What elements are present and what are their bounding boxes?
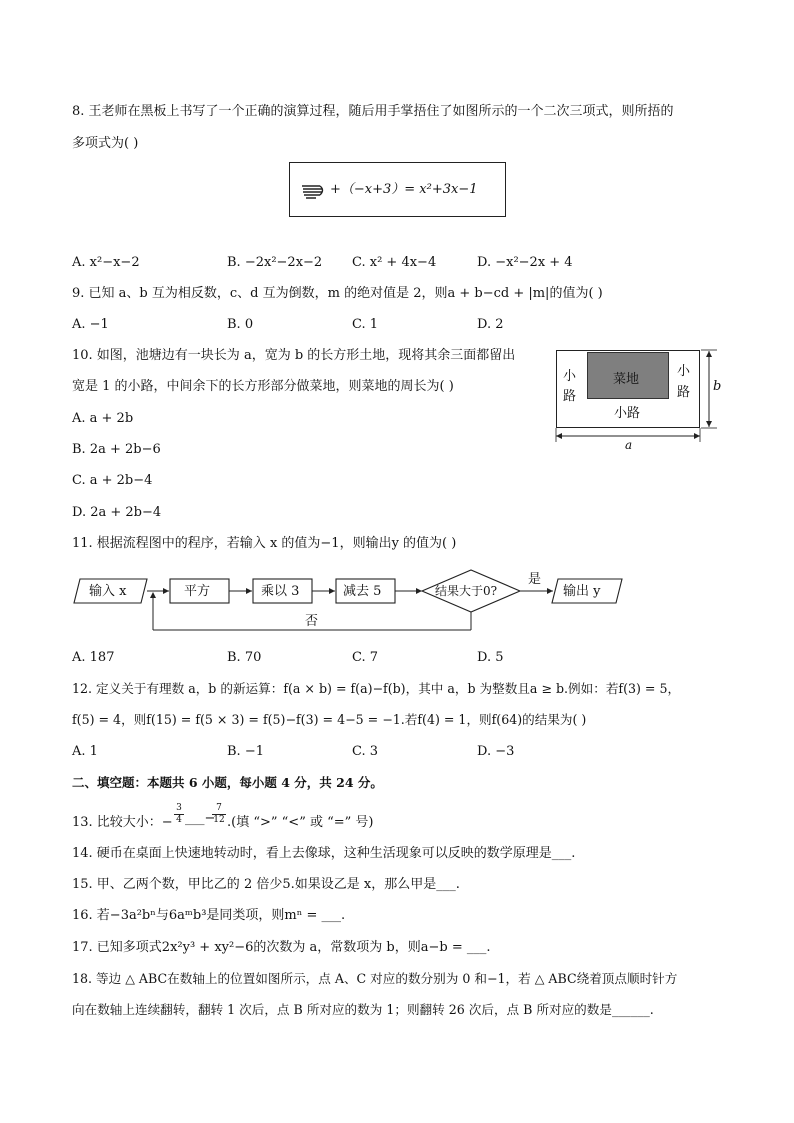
q13-fraction1: [174, 803, 184, 826]
left-path-char1: 小: [563, 369, 577, 384]
section-fill-in-header: 二、填空题：本题共 6 小题，每小题 4 分，共 24 分。: [72, 775, 383, 790]
hand-icon: [300, 182, 326, 200]
q12-option-d: D. −3: [477, 744, 515, 759]
q13-mid: ___−: [185, 811, 216, 826]
q8-option-a: A. x²−x−2: [72, 255, 140, 270]
q9-option-d: D. 2: [477, 317, 504, 332]
q10-option-b: B. 2a + 2b−6: [72, 442, 161, 457]
q8-line2: 多项式为( ): [72, 136, 139, 151]
flow-input: 输入 x: [89, 584, 127, 599]
q13-prefix: 13. 比较大小：−: [72, 815, 173, 830]
flow-step-square: 平方: [184, 584, 211, 599]
q8-formula: +（−x+3）= x²+3x−1: [330, 182, 478, 197]
q13-frac2-num: 7: [216, 803, 222, 813]
q11-flowchart: [72, 568, 632, 636]
right-path-char1: 小: [677, 364, 691, 379]
q13-suffix: .(填 “>” “<” 或 “=” 号): [227, 815, 374, 830]
label-a: a: [625, 438, 633, 452]
bottom-path-label: 小路: [614, 406, 641, 421]
flowchart-lines: [72, 568, 632, 636]
flow-output: 输出 y: [563, 584, 601, 599]
q18-line1: 18. 等边 △ ABC在数轴上的位置如图所示，点 A、C 对应的数分别为 0 和−1，若 △ ABC绕着顶点顺时针方: [72, 971, 678, 986]
q11-option-d: D. 5: [477, 650, 504, 665]
q10-option-a: A. a + 2b: [72, 411, 134, 426]
left-path-char2: 路: [563, 389, 577, 404]
q14-line: 14. 硬币在桌面上快速地转动时，看上去像球，这种生活现象可以反映的数学原理是___.: [72, 846, 576, 861]
q8-line1: 8. 王老师在黑板上书写了一个正确的演算过程，随后用手掌捂住了如图所示的一个二次三项式，则所捂的: [72, 104, 674, 119]
q11-line: 11. 根据流程图中的程序，若输入 x 的值为−1，则输出y 的值为( ): [72, 536, 457, 551]
q12-line1: 12. 定义关于有理数 a，b 的新运算：f(a × b) = f(a)−f(b)，其中 a，b 为整数且a ≥ b.例如：若f(3) = 5，: [72, 681, 681, 696]
q11-option-b: B. 70: [227, 650, 262, 665]
q10-figure: [553, 346, 725, 456]
flow-no-label: 否: [305, 614, 319, 629]
q9-option-c: C. 1: [352, 317, 379, 332]
flow-step-multiply: 乘以 3: [261, 584, 300, 599]
right-path-char2: 路: [677, 385, 691, 400]
q12-line2: f(5) = 4，则f(15) = f(5 × 3) = f(5)−f(3) = 4−5 = −1.若f(4) = 1，则f(64)的结果为( ): [72, 712, 587, 727]
flow-step-subtract: 减去 5: [343, 584, 382, 599]
q9-option-a: A. −1: [72, 317, 109, 332]
q12-option-c: C. 3: [352, 744, 379, 759]
q13-fraction2: [212, 803, 226, 826]
q8-formula-box: [289, 162, 506, 217]
q13-frac1-num: 3: [176, 803, 182, 813]
q13-frac1-den: 4: [174, 814, 184, 826]
q10-option-c: C. a + 2b−4: [72, 473, 153, 488]
flow-yes-label: 是: [528, 572, 542, 587]
q15-line: 15. 甲、乙两个数，甲比乙的 2 倍少5.如果设乙是 x，那么甲是___.: [72, 877, 460, 892]
dimension-arrows: [553, 346, 725, 456]
flow-decision: 结果大于0?: [435, 584, 498, 598]
q8-option-b: B. −2x²−2x−2: [227, 255, 323, 270]
q17-line: 17. 已知多项式2x²y³ + xy²−6的次数为 a，常数项为 b，则a−b = ___.: [72, 940, 491, 955]
q10-option-d: D. 2a + 2b−4: [72, 505, 162, 520]
q12-option-a: A. 1: [72, 744, 98, 759]
garden-label: 菜地: [613, 372, 640, 387]
q9-line: 9. 已知 a、b 互为相反数，c、d 互为倒数，m 的绝对值是 2，则a + b−cd + |m|的值为( ): [72, 286, 603, 301]
q16-line: 16. 若−3a²bⁿ与6aᵐb³是同类项，则mⁿ = ___.: [72, 908, 346, 923]
label-b: b: [713, 379, 722, 394]
q13-frac2-den: 12: [213, 815, 225, 825]
q12-option-b: B. −1: [227, 744, 264, 759]
q11-option-c: C. 7: [352, 650, 379, 665]
q10-line2: 宽是 1 的小路，中间余下的长方形部分做菜地，则菜地的周长为( ): [72, 379, 454, 394]
q10-line1: 10. 如图，池塘边有一块长为 a，宽为 b 的长方形土地，现将其余三面都留出: [72, 348, 516, 363]
q18-line2: 向在数轴上连续翻转，翻转 1 次后，点 B 所对应的数为 1；则翻转 26 次后，点 B 所对应的数是______.: [72, 1002, 654, 1017]
q8-option-d: D. −x²−2x + 4: [477, 255, 573, 270]
q11-option-a: A. 187: [72, 650, 115, 665]
q8-option-c: C. x² + 4x−4: [352, 255, 437, 270]
q9-option-b: B. 0: [227, 317, 254, 332]
